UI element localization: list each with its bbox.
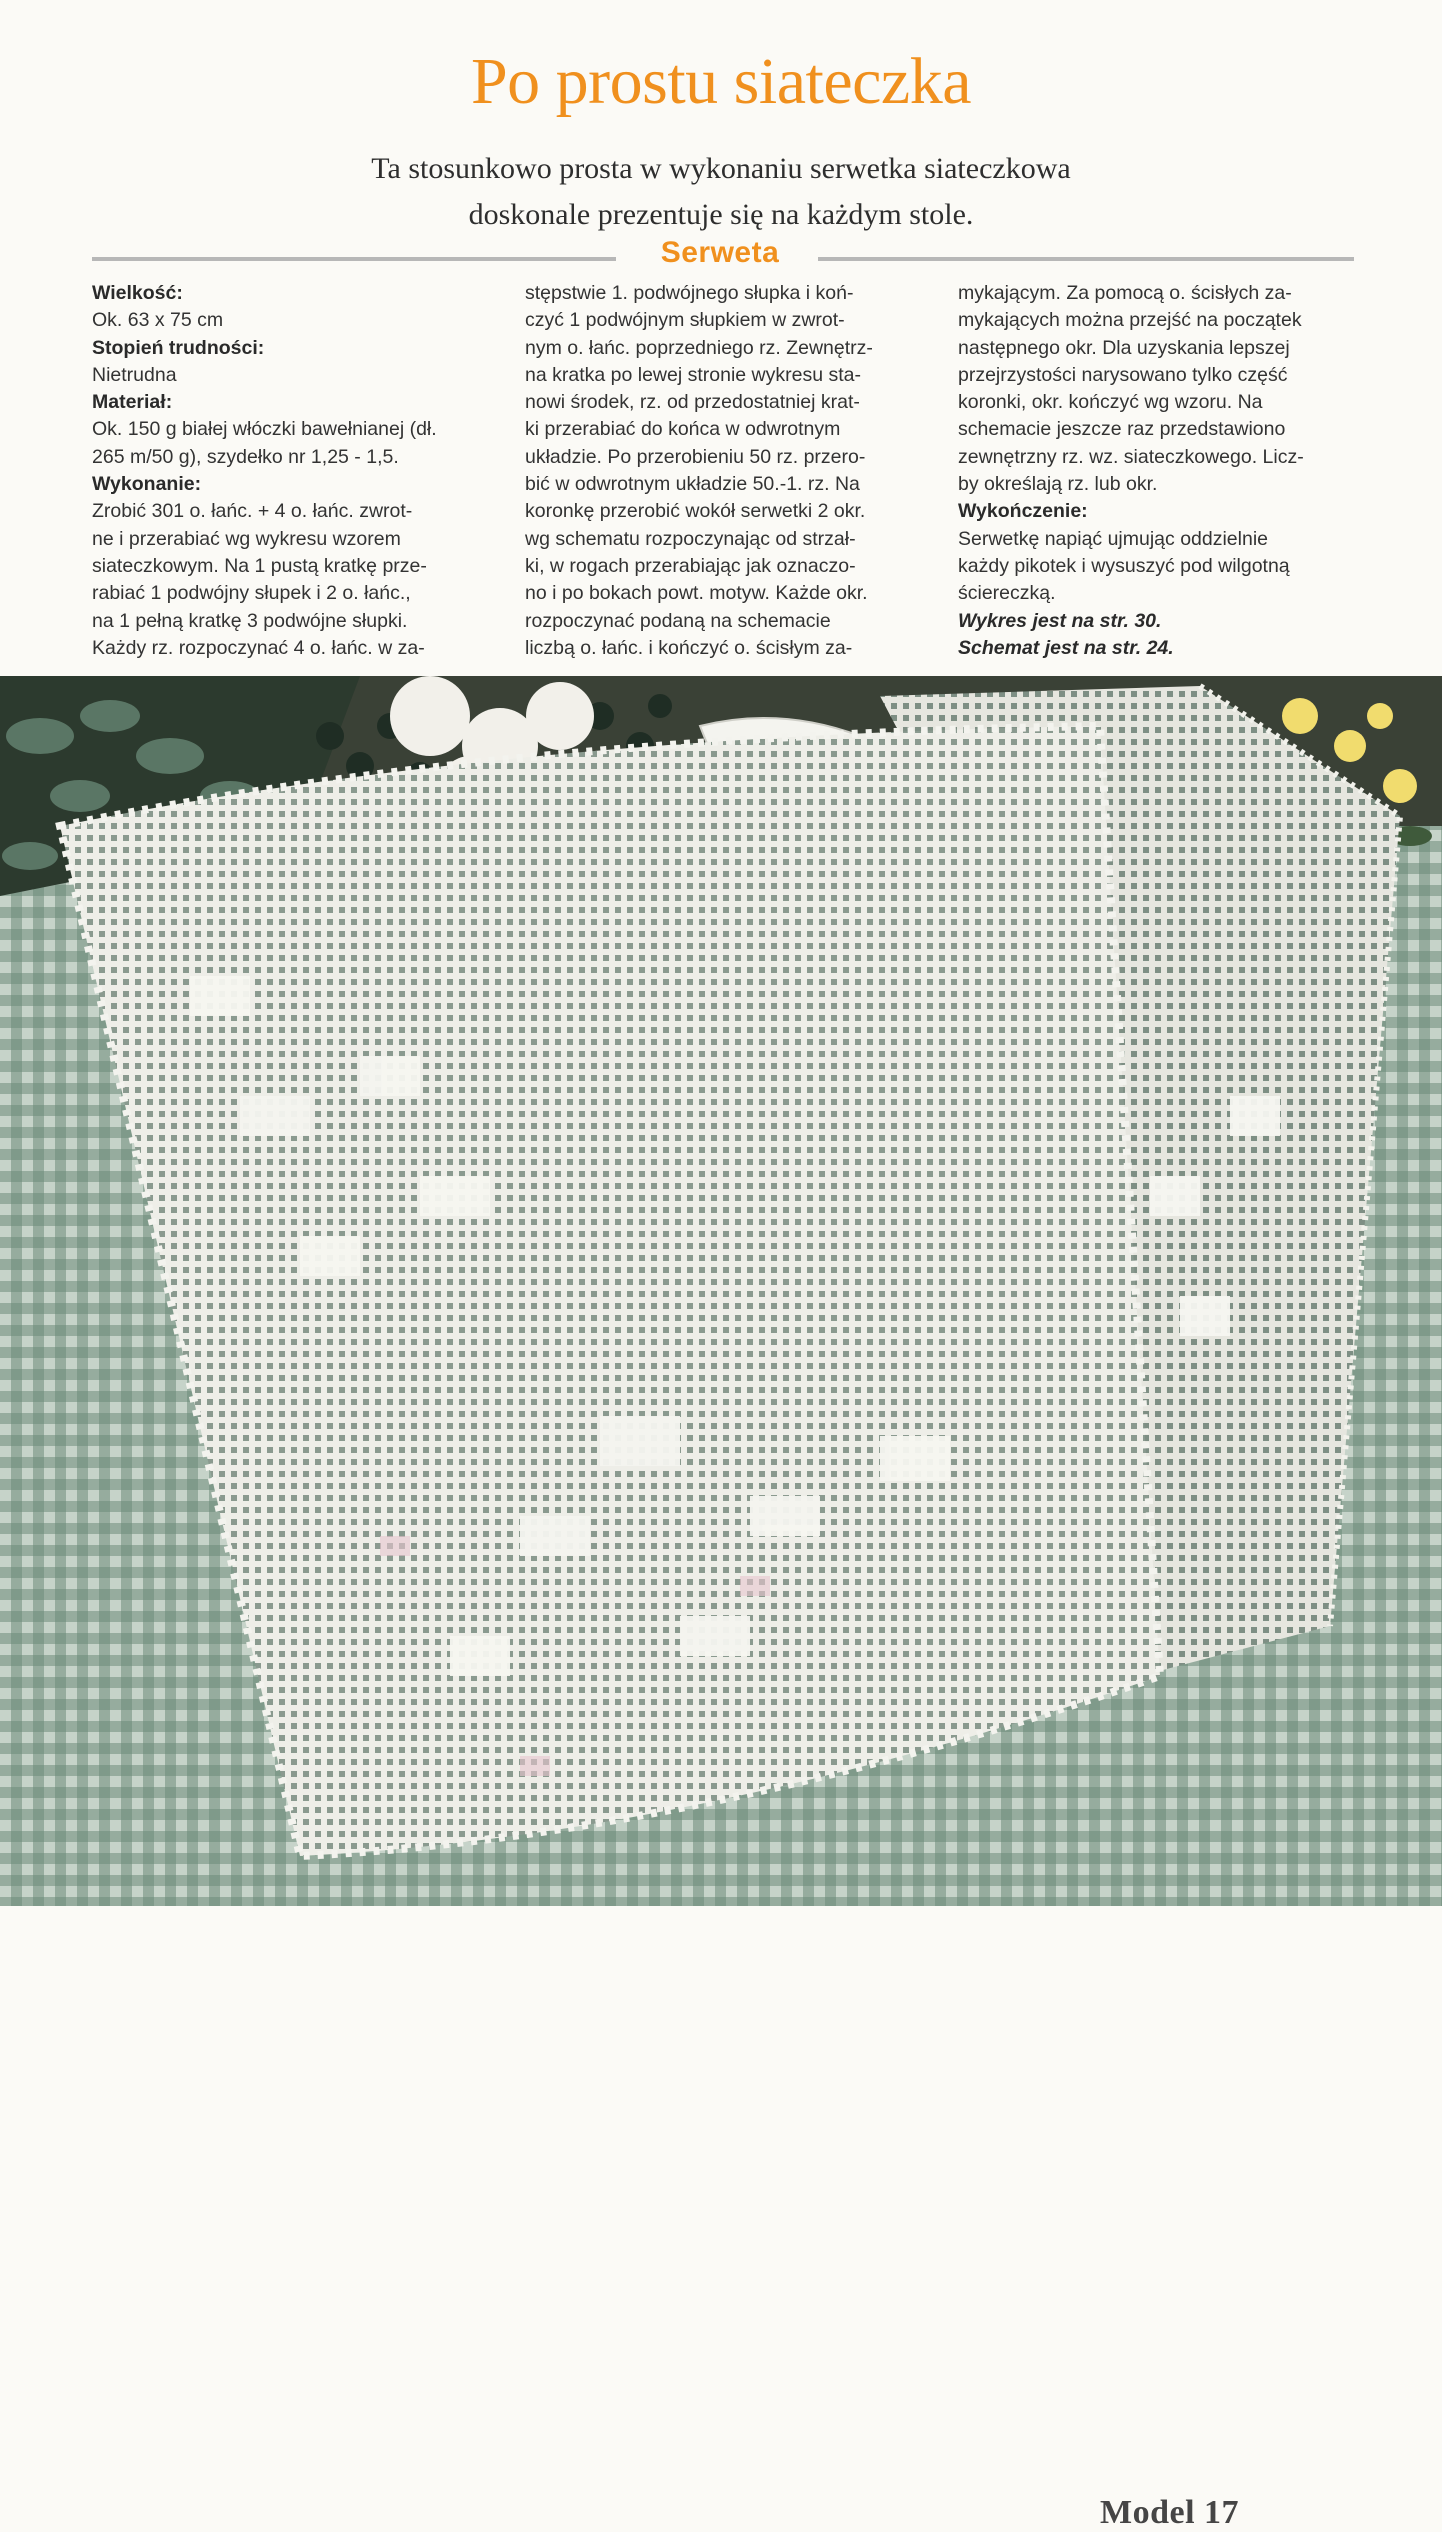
material-line: Ok. 150 g białej włóczki bawełnianej (dł. bbox=[92, 418, 437, 441]
finishing-line: każdy pikotek i wysuszyć pod wilgotną bbox=[958, 554, 1290, 577]
subtitle bbox=[0, 146, 1442, 238]
body-line: wg schematu rozpoczynając od strzał- bbox=[525, 527, 856, 550]
text-column-3 bbox=[958, 280, 1358, 662]
finishing-label: Wykończenie: bbox=[958, 500, 1088, 523]
material-label: Materiał: bbox=[92, 391, 173, 414]
text-column-2 bbox=[525, 280, 930, 662]
divider-right bbox=[818, 257, 1354, 261]
body-line: nowi środek, rz. od przedostatniej krat- bbox=[525, 391, 860, 414]
scheme-reference: Schemat jest na str. 24. bbox=[958, 636, 1174, 659]
execution-label: Wykonanie: bbox=[92, 473, 202, 496]
body-line: ki przerabiać do końca w odwrotnym bbox=[525, 418, 841, 441]
body-line: koronkę przerobić wokół serwetki 2 okr. bbox=[525, 500, 866, 523]
body-line: no i po bokach powt. motyw. Każde okr. bbox=[525, 582, 868, 605]
body-line: by określają rz. lub okr. bbox=[958, 473, 1158, 496]
doily-photo-illustration bbox=[0, 676, 1442, 1906]
size-label: Wielkość: bbox=[92, 282, 183, 304]
chart-reference: Wykres jest na str. 30. bbox=[958, 609, 1162, 632]
execution-line: Zrobić 301 o. łańc. + 4 o. łańc. zwrot- bbox=[92, 500, 413, 523]
page-title: Po prostu siateczka bbox=[470, 45, 972, 118]
body-line: nym o. łańc. poprzedniego rz. Zewnętrz- bbox=[525, 336, 873, 359]
body-line: bić w odwrotnym układzie 50.-1. rz. Na bbox=[525, 473, 860, 496]
execution-line: na 1 pełną kratkę 3 podwójne słupki. bbox=[92, 609, 408, 632]
execution-line: rabiać 1 podwójny słupek i 2 o. łańc., bbox=[92, 582, 411, 605]
body-line: na kratka po lewej stronie wykresu sta- bbox=[525, 363, 861, 386]
subtitle-line-2: doskonale prezentuje się na każdym stole. bbox=[468, 198, 974, 231]
model-label: Model 17 bbox=[1100, 2494, 1240, 2531]
execution-line: ne i przerabiać wg wykresu wzorem bbox=[92, 527, 401, 550]
body-line: koronki, okr. kończyć wg wzoru. Na bbox=[958, 391, 1263, 414]
material-line: 265 m/50 g), szydełko nr 1,25 - 1,5. bbox=[92, 445, 399, 468]
subtitle-line-1: Ta stosunkowo prosta w wykonaniu serwetka siateczkowa bbox=[371, 152, 1071, 185]
body-line: następnego okr. Dla uzyskania lepszej bbox=[958, 336, 1290, 359]
body-line: liczbą o. łańc. i kończyć o. ścisłym za- bbox=[525, 636, 853, 659]
body-line: zewnętrzny rz. wz. siateczkowego. Licz- bbox=[958, 445, 1304, 468]
finishing-line: ściereczką. bbox=[958, 582, 1056, 605]
body-line: mykających można przejść na początek bbox=[958, 309, 1302, 332]
text-column-1 bbox=[92, 280, 492, 662]
body-line: mykającym. Za pomocą o. ścisłych za- bbox=[958, 282, 1292, 304]
body-line: rozpoczynać podaną na schemacie bbox=[525, 609, 831, 632]
difficulty-value: Nietrudna bbox=[92, 363, 177, 386]
section-heading: Serweta bbox=[660, 236, 780, 269]
body-line: schemacie jeszcze raz przedstawiono bbox=[958, 418, 1286, 441]
execution-line: siateczkowym. Na 1 pustą kratkę prze- bbox=[92, 554, 427, 577]
difficulty-label: Stopień trudności: bbox=[92, 336, 265, 359]
doily-photo bbox=[0, 676, 1442, 2531]
body-line: przejrzystości narysowano tylko część bbox=[958, 363, 1288, 386]
body-line: układzie. Po przerobieniu 50 rz. przero- bbox=[525, 445, 866, 468]
finishing-line: Serwetkę napiąć ujmując oddzielnie bbox=[958, 527, 1269, 550]
body-line: ki, w rogach przerabiając jak oznaczo- bbox=[525, 554, 856, 577]
divider-left bbox=[92, 257, 616, 261]
body-line: stępstwie 1. podwójnego słupka i koń- bbox=[525, 282, 854, 304]
size-value: Ok. 63 x 75 cm bbox=[92, 309, 224, 332]
body-line: czyć 1 podwójnym słupkiem w zwrot- bbox=[525, 309, 845, 332]
execution-line: Każdy rz. rozpoczynać 4 o. łańc. w za- bbox=[92, 636, 425, 659]
